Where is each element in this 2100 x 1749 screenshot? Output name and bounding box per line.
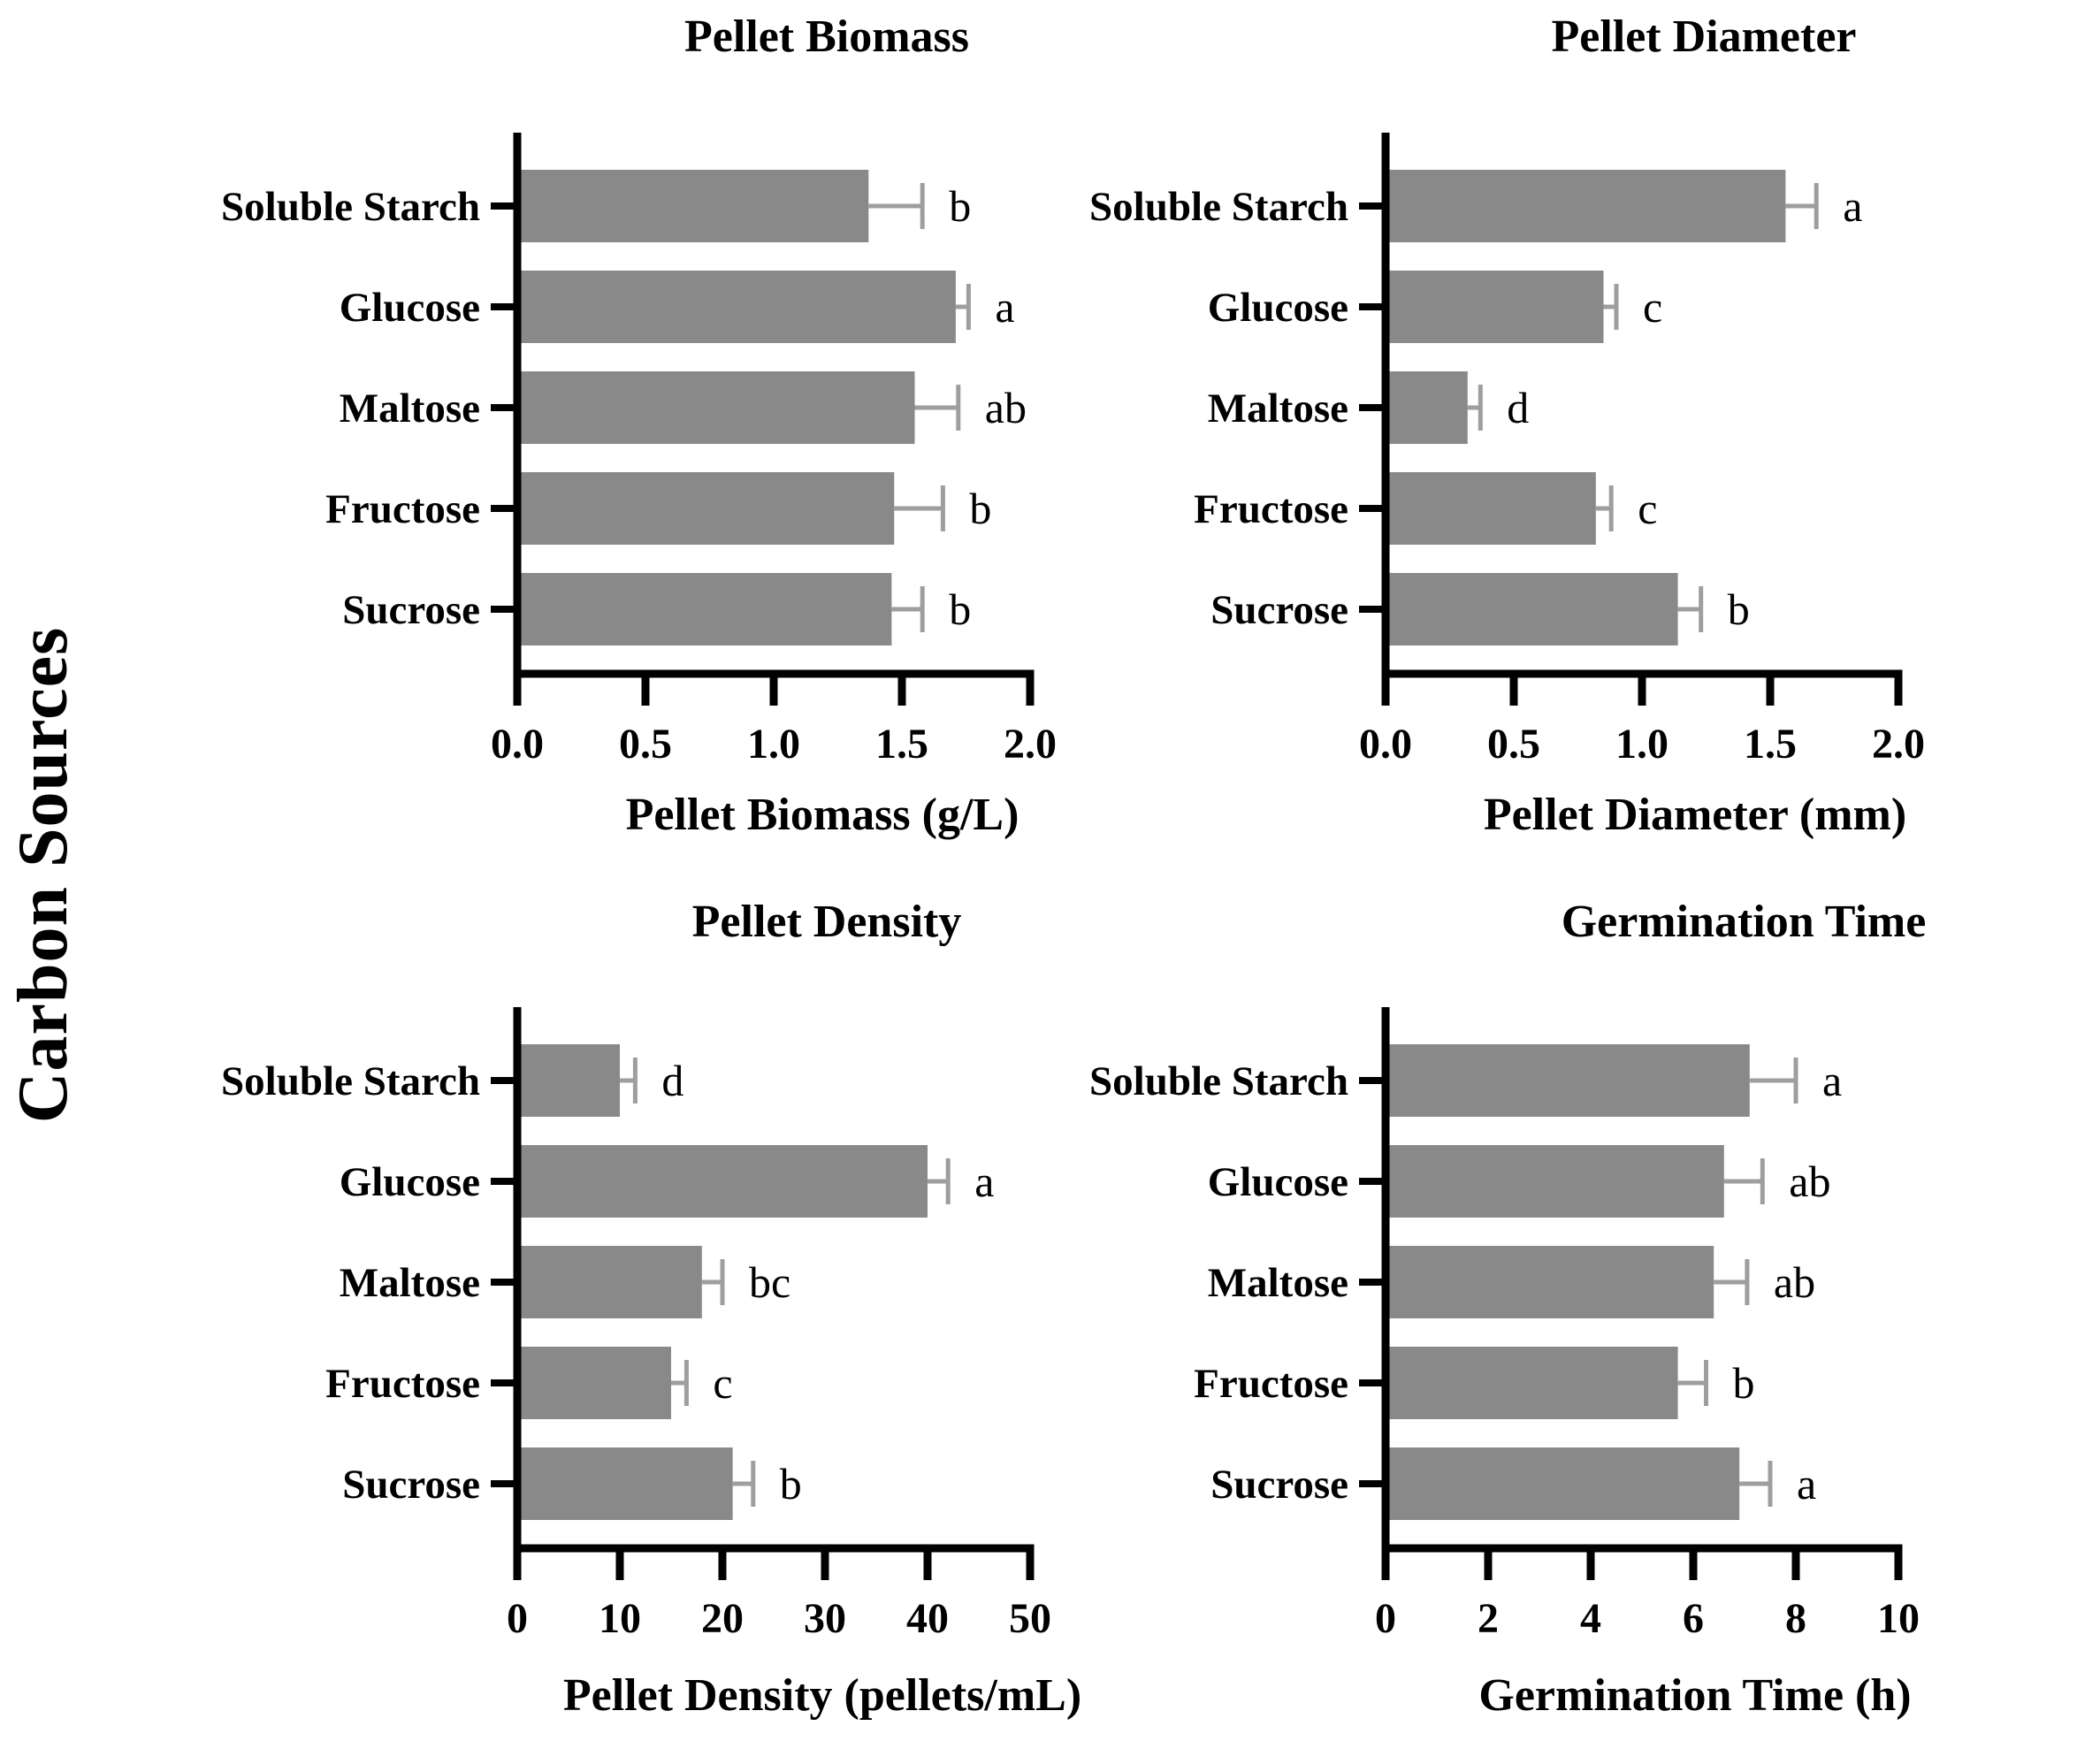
shared-y-axis-label-wrap bbox=[0, 0, 88, 1749]
category-label: Soluble Starch bbox=[1089, 1058, 1348, 1104]
chart-panel-pellet-density bbox=[88, 874, 1094, 1749]
plot-area bbox=[1089, 133, 1925, 768]
charts-grid bbox=[88, 0, 2099, 1749]
significance-letter: c bbox=[1638, 484, 1658, 533]
significance-letter: a bbox=[1822, 1056, 1843, 1105]
significance-letter: d bbox=[661, 1056, 684, 1105]
pellet-density-chart bbox=[88, 874, 1094, 1749]
bar bbox=[1390, 573, 1678, 645]
x-tick-label: 30 bbox=[804, 1595, 846, 1642]
chart-title: Germination Time bbox=[1561, 897, 1927, 947]
x-axis-label: Pellet Biomass (g/L) bbox=[625, 790, 1019, 840]
bar bbox=[522, 271, 956, 343]
pellet-biomass-chart bbox=[88, 0, 1094, 874]
category-label: Soluble Starch bbox=[1089, 184, 1348, 230]
significance-letter: c bbox=[1643, 282, 1663, 332]
category-label: Maltose bbox=[339, 1260, 480, 1306]
bar bbox=[522, 1044, 621, 1117]
significance-letter: a bbox=[1797, 1459, 1817, 1508]
category-label: Sucrose bbox=[1210, 587, 1348, 633]
significance-letter: a bbox=[1843, 181, 1863, 231]
chart-title: Pellet Biomass bbox=[683, 11, 970, 62]
category-label: Maltose bbox=[1207, 1260, 1348, 1306]
category-label: Maltose bbox=[1207, 386, 1348, 432]
x-tick-label: 10 bbox=[599, 1595, 641, 1642]
plot-area bbox=[1089, 1007, 1920, 1642]
germination-time-chart bbox=[1089, 874, 2099, 1749]
bar bbox=[1390, 472, 1596, 545]
shared-y-axis-label: Carbon Sources bbox=[4, 626, 83, 1123]
plot-area bbox=[221, 133, 1057, 768]
x-tick-label: 8 bbox=[1785, 1595, 1806, 1642]
category-label: Sucrose bbox=[342, 1462, 480, 1508]
bar bbox=[522, 1246, 702, 1318]
significance-letter: b bbox=[949, 181, 972, 231]
x-tick-label: 40 bbox=[906, 1595, 949, 1642]
pellet-diameter-chart bbox=[1089, 0, 2099, 874]
category-label: Glucose bbox=[1207, 285, 1348, 331]
x-tick-label: 2 bbox=[1478, 1595, 1499, 1642]
bar bbox=[522, 472, 895, 545]
category-label: Fructose bbox=[325, 1361, 480, 1407]
bar bbox=[1390, 1044, 1750, 1117]
x-tick-label: 1.0 bbox=[1615, 721, 1669, 768]
x-tick-label: 0.0 bbox=[491, 721, 544, 768]
bar bbox=[1390, 1246, 1714, 1318]
x-tick-label: 10 bbox=[1877, 1595, 1920, 1642]
significance-letter: bc bbox=[749, 1257, 791, 1307]
x-tick-label: 0.5 bbox=[1487, 721, 1540, 768]
significance-letter: b bbox=[779, 1459, 802, 1508]
bar bbox=[1390, 271, 1604, 343]
significance-letter: ab bbox=[1773, 1257, 1816, 1307]
significance-letter: b bbox=[969, 484, 992, 533]
significance-letter: a bbox=[974, 1157, 995, 1206]
significance-letter: b bbox=[949, 584, 972, 634]
bar bbox=[522, 170, 869, 242]
category-label: Fructose bbox=[325, 486, 480, 532]
x-tick-label: 2.0 bbox=[1004, 721, 1057, 768]
category-label: Soluble Starch bbox=[221, 1058, 480, 1104]
bar bbox=[1390, 1145, 1724, 1218]
bar bbox=[1390, 1447, 1740, 1520]
bar bbox=[1390, 170, 1786, 242]
chart-panel-pellet-diameter bbox=[1089, 0, 2099, 874]
x-tick-label: 20 bbox=[701, 1595, 744, 1642]
significance-letter: c bbox=[713, 1358, 733, 1408]
category-label: Glucose bbox=[1207, 1159, 1348, 1205]
bar bbox=[522, 1447, 733, 1520]
chart-panel-germination-time bbox=[1089, 874, 2099, 1749]
category-label: Maltose bbox=[339, 386, 480, 432]
plot-area bbox=[221, 1007, 1051, 1642]
x-axis-label: Pellet Density (pellets/mL) bbox=[562, 1670, 1082, 1721]
category-label: Sucrose bbox=[342, 587, 480, 633]
x-tick-label: 1.5 bbox=[875, 721, 928, 768]
category-label: Glucose bbox=[339, 285, 480, 331]
x-tick-label: 0 bbox=[1375, 1595, 1396, 1642]
significance-letter: d bbox=[1507, 383, 1530, 432]
bar bbox=[522, 371, 915, 444]
category-label: Fructose bbox=[1194, 1361, 1348, 1407]
x-tick-label: 0.0 bbox=[1359, 721, 1412, 768]
x-tick-label: 1.5 bbox=[1744, 721, 1797, 768]
bar bbox=[522, 1145, 928, 1218]
x-tick-label: 6 bbox=[1683, 1595, 1704, 1642]
significance-letter: a bbox=[995, 282, 1015, 332]
bar bbox=[1390, 371, 1468, 444]
chart-title: Pellet Density bbox=[691, 897, 962, 947]
x-tick-label: 1.0 bbox=[747, 721, 800, 768]
x-tick-label: 4 bbox=[1580, 1595, 1601, 1642]
x-axis-label: Pellet Diameter (mm) bbox=[1483, 790, 1907, 840]
x-tick-label: 0 bbox=[507, 1595, 528, 1642]
chart-panel-pellet-biomass bbox=[88, 0, 1094, 874]
significance-letter: ab bbox=[1789, 1157, 1831, 1206]
chart-title: Pellet Diameter bbox=[1551, 11, 1857, 62]
x-tick-label: 0.5 bbox=[619, 721, 672, 768]
bar bbox=[522, 1347, 672, 1419]
x-tick-label: 50 bbox=[1009, 1595, 1051, 1642]
significance-letter: b bbox=[1727, 584, 1750, 634]
category-label: Soluble Starch bbox=[221, 184, 480, 230]
category-label: Sucrose bbox=[1210, 1462, 1348, 1508]
x-axis-label: Germination Time (h) bbox=[1478, 1670, 1912, 1721]
x-tick-label: 2.0 bbox=[1872, 721, 1925, 768]
category-label: Fructose bbox=[1194, 486, 1348, 532]
bar bbox=[522, 573, 892, 645]
category-label: Glucose bbox=[339, 1159, 480, 1205]
significance-letter: b bbox=[1732, 1358, 1755, 1408]
bar bbox=[1390, 1347, 1678, 1419]
significance-letter: ab bbox=[984, 383, 1027, 432]
